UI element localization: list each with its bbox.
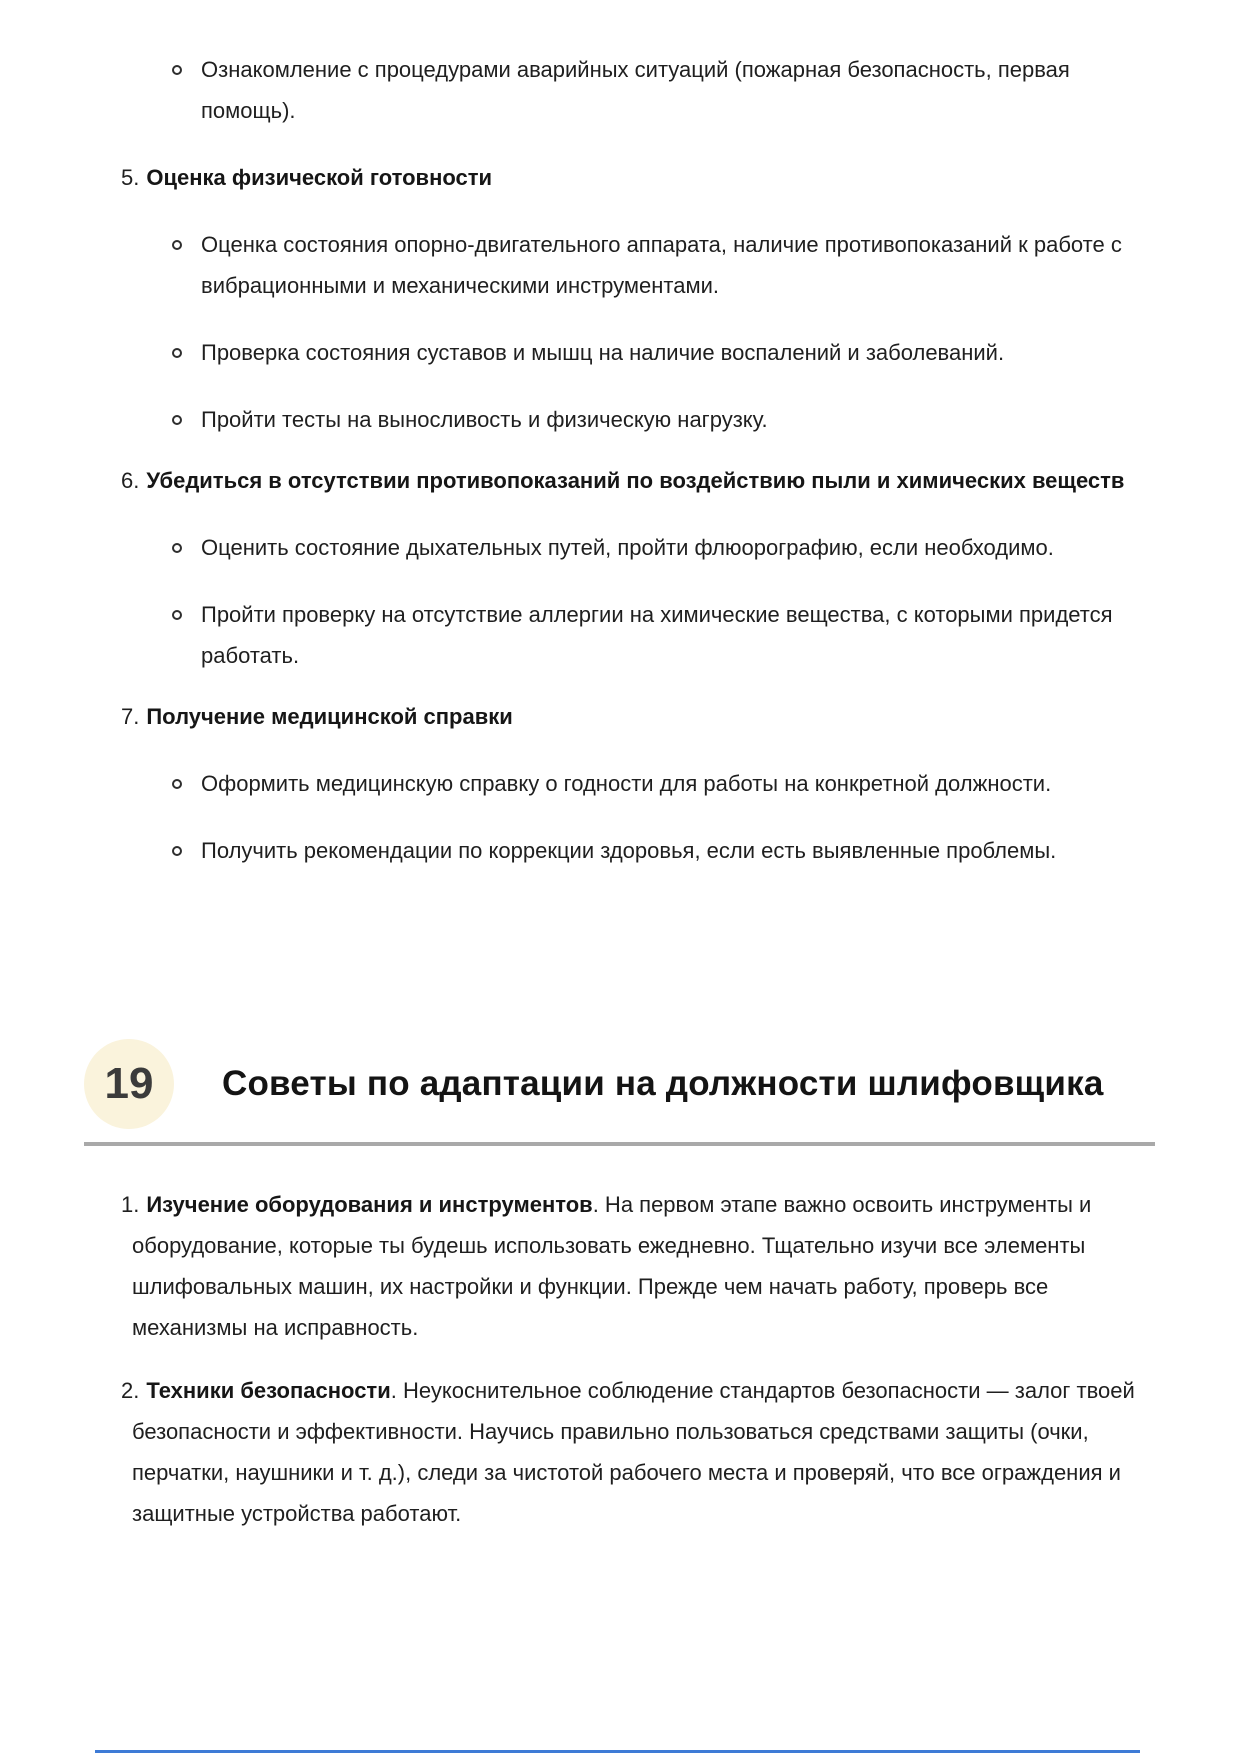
list-item: [172, 224, 1135, 306]
circle-bullet-icon: [172, 415, 182, 425]
numbered-heading: [121, 696, 1135, 737]
tip-title: Техники безопасности: [146, 1378, 391, 1403]
item-number: 6.: [121, 468, 140, 493]
section-divider: [84, 1142, 1155, 1146]
list-item: [172, 594, 1135, 676]
tip-number: 1.: [121, 1192, 140, 1217]
list-item: [172, 527, 1135, 568]
bullet-text: Оценить состояние дыхательных путей, пройти флюорографию, если необходимо.: [201, 535, 1054, 560]
section-header: [84, 1039, 1155, 1129]
circle-bullet-icon: [172, 348, 182, 358]
circle-bullet-icon: [172, 240, 182, 250]
section-title: Советы по адаптации на должности шлифовщика: [222, 1064, 1104, 1104]
item-number: 5.: [121, 165, 140, 190]
bullet-text: Оформить медицинскую справку о годности для работы на конкретной должности.: [201, 771, 1052, 796]
bullet-text: Проверка состояния суставов и мышц на наличие воспалений и заболеваний.: [201, 340, 1005, 365]
circle-bullet-icon: [172, 610, 182, 620]
list-item: [172, 332, 1135, 373]
list-item: [172, 399, 1135, 440]
bullet-text: Пройти тесты на выносливость и физическую нагрузку.: [201, 407, 768, 432]
bullet-text: Ознакомление с процедурами аварийных ситуаций (пожарная безопасность, первая помощь).: [201, 57, 1070, 123]
numbered-heading: [121, 157, 1135, 198]
circle-bullet-icon: [172, 779, 182, 789]
item-title: Убедиться в отсутствии противопоказаний по воздействию пыли и химических веществ: [146, 468, 1125, 493]
bullet-text: Пройти проверку на отсутствие аллергии на химические вещества, с которыми придется работать.: [201, 602, 1113, 668]
tip-item: [121, 1184, 1135, 1348]
tip-number: 2.: [121, 1378, 140, 1403]
bullet-text: Получить рекомендации по коррекции здоровья, если есть выявленные проблемы.: [201, 838, 1057, 863]
circle-bullet-icon: [172, 846, 182, 856]
numbered-heading: [121, 460, 1135, 501]
item-title: Получение медицинской справки: [146, 704, 513, 729]
tip-text: . На первом этапе важно освоить инструменты и оборудование, которые ты будешь использовать ежедневно. Тщательно изучи все элементы шлифовальных машин, их настройки и функции. Прежде чем начать работу, проверь все механизмы на исправность.: [132, 1192, 1092, 1340]
circle-bullet-icon: [172, 65, 182, 75]
section-number-badge: 19: [84, 1039, 174, 1129]
bullet-text: Оценка состояния опорно-двигательного аппарата, наличие противопоказаний к работе с вибрационными и механическими инструментами.: [201, 232, 1122, 298]
tip-item: [121, 1370, 1135, 1534]
item-number: 7.: [121, 704, 140, 729]
item-title: Оценка физической готовности: [146, 165, 493, 190]
list-item: [172, 763, 1135, 804]
circle-bullet-icon: [172, 543, 182, 553]
tip-text: . Неукоснительное соблюдение стандартов безопасности — залог твоей безопасности и эффективности. Научись правильно пользоваться средствами защиты (очки, перчатки, наушники и т. д.), следи за чистотой рабочего места и проверяй, что все ограждения и защитные устройства работают.: [132, 1378, 1135, 1526]
list-item: [172, 830, 1135, 871]
tip-title: Изучение оборудования и инструментов: [146, 1192, 593, 1217]
list-item: [172, 49, 1135, 131]
